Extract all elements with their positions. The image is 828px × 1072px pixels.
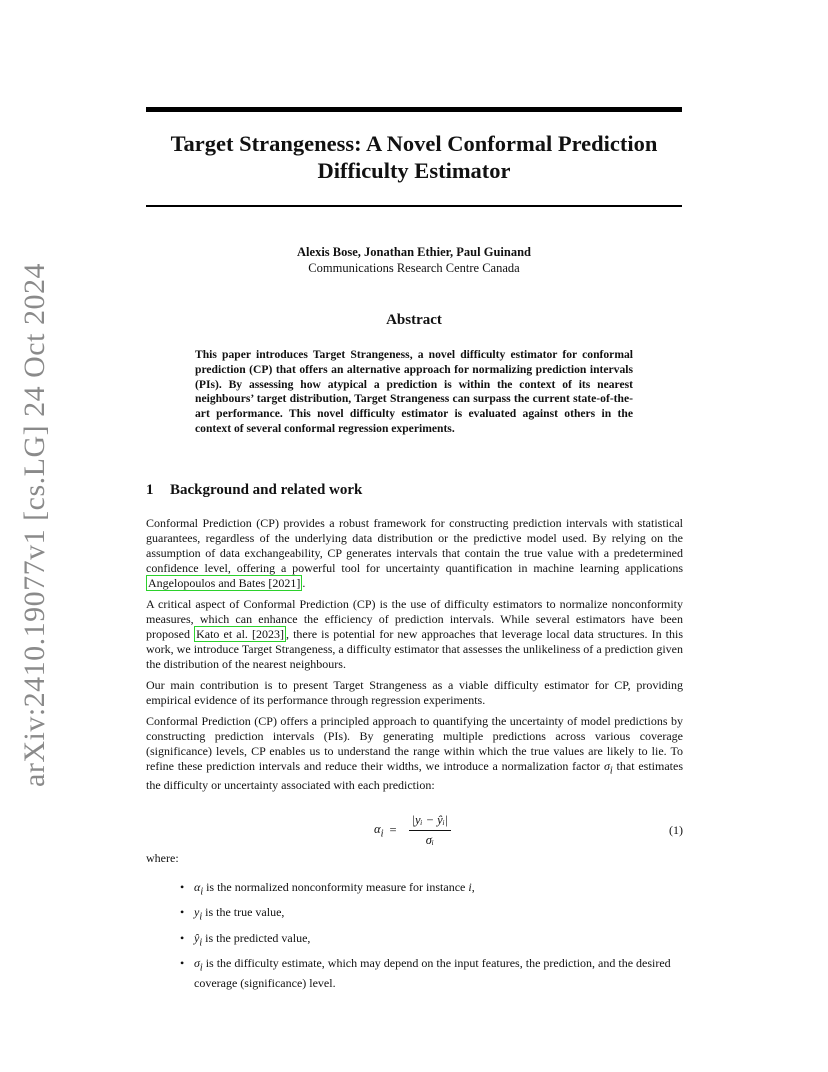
equation-1 (146, 813, 683, 849)
citation-year: [2023] (252, 627, 285, 641)
title-top-rule (146, 107, 682, 112)
list-item-text: is the normalized nonconformity measure for instance (206, 880, 466, 894)
section-body (146, 516, 683, 799)
list-item-text: is the predicted value, (205, 930, 311, 945)
list-symbol (194, 880, 204, 898)
citation-angelopoulos[interactable] (146, 575, 302, 591)
list-item (176, 905, 683, 924)
definitions-list (176, 880, 683, 997)
citation-kato[interactable] (194, 626, 286, 642)
citation-year: [2021] (268, 576, 301, 590)
paragraph-3: Our main contribution is to present Target Strangeness as a viable difficulty estimator for CP, providing empirical evidence of its performance through regression experiments. (146, 678, 683, 707)
symbol-char: σ (194, 956, 200, 971)
list-item (176, 956, 683, 990)
equation-numerator: |yᵢ − ŷᵢ| (409, 813, 452, 831)
sigma-symbol (603, 759, 613, 777)
sigma-sub: i (609, 765, 613, 777)
symbol-sub: i (199, 937, 203, 949)
symbol-char: ŷ (194, 930, 200, 945)
list-symbol (194, 905, 203, 923)
equation-equals: = (389, 823, 397, 837)
list-item (176, 931, 683, 950)
paper-title: Target Strangeness: A Novel Conformal Prediction Difficulty Estimator (170, 131, 658, 183)
list-item-end: , (471, 880, 475, 894)
list-symbol (194, 956, 203, 974)
citation-author: Angelopoulos and Bates (148, 576, 266, 590)
list-item-text: is the true value, (205, 905, 285, 920)
arxiv-identifier (10, 263, 60, 787)
section-heading (146, 482, 362, 499)
author-names: Alexis Bose, Jonathan Ethier, Paul Guinand (297, 245, 531, 259)
paragraph-1 (146, 516, 683, 591)
paragraph-4-end: that estimates the difficulty or uncertainty associated with each prediction: (146, 759, 684, 793)
symbol-char: y (194, 905, 200, 920)
section-number: 1 (146, 482, 154, 498)
where-label: where: (146, 851, 179, 865)
arxiv-identifier-text: arXiv:2410.19077v1 [cs.LG] 24 Oct 2024 (18, 263, 52, 787)
title-bottom-rule (146, 205, 682, 207)
equation-body (374, 813, 451, 848)
section-title: Background and related work (170, 482, 363, 498)
equation-lhs-sub: i (380, 828, 384, 840)
list-item-tail: i (468, 880, 472, 894)
bullet-icon: • (180, 905, 185, 920)
symbol-sub: i (199, 911, 203, 923)
equation-lhs (374, 822, 383, 840)
paragraph-2 (146, 597, 683, 672)
symbol-sub: i (200, 886, 204, 898)
paragraph-2-end: , there is potential for new approaches that leverage local data structures. In this work, we introduce Target Strangeness, a difficulty estimator that assesses the unlikeliness of a prediction given the distribution of the nearest neighbours. (146, 627, 684, 671)
bullet-icon: • (180, 956, 185, 971)
paragraph-1-text: Conformal Prediction (CP) provides a robust framework for constructing prediction intervals with statistical guarantees, regardless of the underlying data distribution or the predictive model used. By relying on the assumption of data exchangeability, CP generates intervals that contain the true value with a predetermined confidence level, offering a powerful tool for uncertainty quantification in machine learning applications (146, 516, 683, 575)
affiliation: Communications Research Centre Canada (308, 261, 520, 275)
bullet-icon: • (180, 880, 185, 894)
abstract-text: This paper introduces Target Strangeness, a novel difficulty estimator for conformal prediction (CP) that offers an alternative approach for normalizing prediction intervals (PIs). By assessing how atypical a prediction is within the context of its nearest neighbours’ target distribution, Target Strangeness can surpass the current state-of-the-art performance. This novel difficulty estimator is evaluated against others in the context of several conformal regression experiments. (195, 348, 633, 435)
list-item (176, 880, 683, 899)
equation-number: (1) (669, 823, 683, 837)
equation-fraction (409, 813, 452, 848)
paragraph-4-text: Conformal Prediction (CP) offers a principled approach to quantifying the uncertainty of model predictions by constructing prediction intervals (PIs). By generating multiple predictions across various coverage (significance) levels, CP enables us to understand the range within which the true values are likely to lie. To refine these prediction intervals and reduce their widths, we introduce a normalization factor (146, 714, 683, 773)
bullet-icon: • (180, 930, 185, 945)
sigma-char: σ (603, 759, 610, 773)
paragraph-1-end: . (302, 576, 306, 590)
citation-author: Kato et al. (196, 627, 248, 641)
equation-denominator: σᵢ (425, 833, 434, 847)
list-symbol (194, 930, 203, 949)
abstract-heading: Abstract (386, 312, 442, 328)
equation-lhs-symbol: α (374, 821, 381, 836)
symbol-char: α (194, 880, 201, 894)
paragraph-2-text: A critical aspect of Conformal Prediction (CP) is the use of difficulty estimators to normalize nonconformity measures, which can enhance the efficiency of prediction intervals. While several estimators have been proposed (146, 597, 683, 641)
author-block (146, 244, 682, 276)
paragraph-4 (146, 714, 683, 793)
list-item-text: is the difficulty estimate, which may depend on the input features, the prediction, and the desired coverage (significance) level. (194, 956, 671, 990)
symbol-sub: i (199, 962, 203, 974)
